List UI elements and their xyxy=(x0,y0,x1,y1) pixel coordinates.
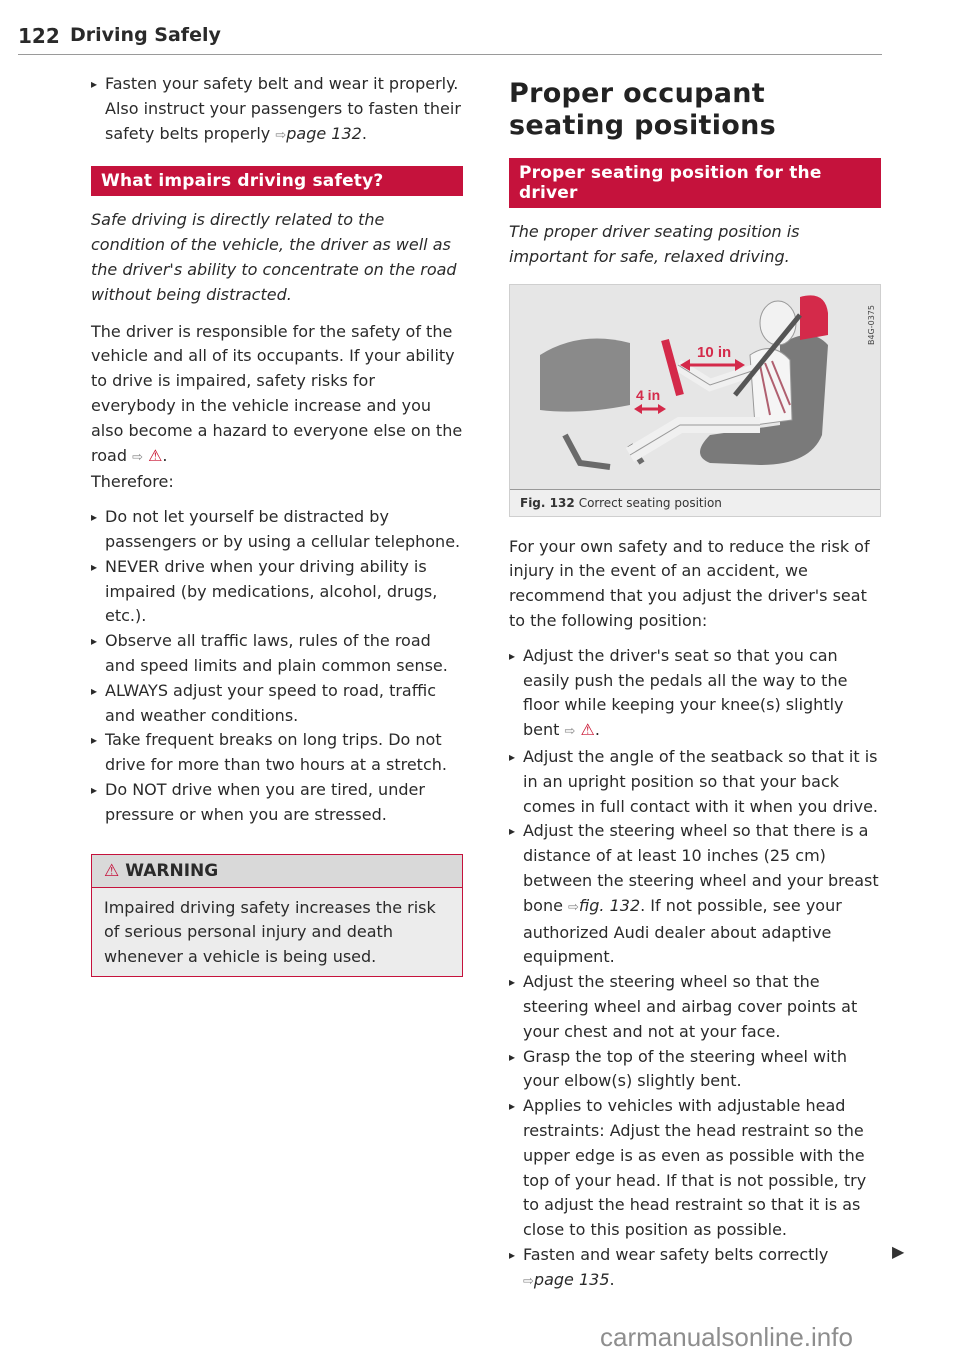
warning-icon: ⚠ xyxy=(104,860,120,881)
warning-header: ⚠ WARNING xyxy=(92,855,462,888)
figure-link[interactable]: fig. 132 xyxy=(578,895,641,915)
arrow-right-icon: ⇨ xyxy=(564,724,576,740)
page-header xyxy=(18,20,882,55)
list-item: ▸ NEVER drive when your driving ability is impaired (by medications, alcohol, drugs, etc.). xyxy=(91,555,463,629)
chapter-title: Driving Safely xyxy=(70,24,221,46)
right-column xyxy=(509,72,881,1295)
safety-list xyxy=(91,505,463,827)
figure xyxy=(509,284,881,517)
section-intro: The proper driver seating position is important for safe, relaxed driving. xyxy=(509,222,800,266)
paragraph: For your own safety and to reduce the risk of injury in the event of an accident, we recommend that you adjust the driver's seat to the following position: xyxy=(509,536,870,630)
page-link[interactable]: page 132 xyxy=(286,123,362,143)
arrow-right-icon: ⇨ xyxy=(275,127,287,143)
figure-id: B4G-0375 xyxy=(867,304,876,345)
list-item: ▸ Applies to vehicles with adjustable head restraints: Adjust the head restraint so the upper edge is as even as possible with the top of your head. If that is not possible, try to adjust the head restraint so that it is as close to this position as possible. xyxy=(509,1094,881,1243)
section-title: What impairs driving safety? xyxy=(91,166,463,196)
seating-diagram xyxy=(510,285,880,489)
intro-list xyxy=(91,72,463,148)
section-intro: Safe driving is directly related to the condition of the vehicle, the driver as well as the driver's ability to concentrate on the road without being distracted. xyxy=(91,210,457,304)
warning-icon[interactable]: ⚠ xyxy=(580,720,595,740)
label-10in: 10 in xyxy=(697,343,732,361)
page-link[interactable]: page 135 xyxy=(533,1269,610,1289)
warning-box xyxy=(91,854,463,977)
list-item: ▸ Adjust the driver's seat so that you can easily push the pedals all the way to the floor while keeping your knee(s) slightly bent ⇨ ⚠. xyxy=(509,644,881,745)
left-column xyxy=(91,72,463,977)
list-item: ▸ Fasten and wear safety belts correctly ⇨page 135. xyxy=(509,1243,881,1295)
list-item: ▸ Adjust the steering wheel so that the steering wheel and airbag cover points at your chest and not at your face. xyxy=(509,970,881,1044)
page-heading: Proper occupant seating positions xyxy=(509,78,777,141)
list-item: ▸ Adjust the steering wheel so that there is a distance of at least 10 inches (25 cm) between the steering wheel and your breast bone ⇨fig. 132. If not possible, see your authorized Audi dealer about adaptive equipment. xyxy=(509,819,881,970)
arrow-right-icon: ⇨ xyxy=(568,899,579,915)
warning-body: Impaired driving safety increases the risk of serious personal injury and death whenever a vehicle is being used. xyxy=(92,888,462,976)
list-item: ▸ Grasp the top of the steering wheel with your elbow(s) slightly bent. xyxy=(509,1045,881,1095)
continue-arrow-icon: ▶ xyxy=(892,1242,905,1261)
list-item: ▸ Adjust the angle of the seatback so that it is in an upright position so that your back comes in full contact with it when you drive. xyxy=(509,745,881,819)
watermark: carmanualsonline.info xyxy=(600,1322,853,1352)
adjustment-list xyxy=(509,644,881,1295)
arrow-right-icon: ⇨ xyxy=(132,449,143,465)
list-item: ▸ Fasten your safety belt and wear it properly. Also instruct your passengers to fasten their safety belts properly ⇨page 132. xyxy=(91,72,463,148)
list-item: ▸ Observe all traffic laws, rules of the road and speed limits and plain common sense. xyxy=(91,629,463,679)
page-number: 122 xyxy=(18,24,60,48)
list-item: ▸ ALWAYS adjust your speed to road, traffic and weather conditions. xyxy=(91,679,463,729)
therefore-text: Therefore: xyxy=(91,472,174,492)
label-4in: 4 in xyxy=(636,386,661,403)
list-item: ▸ Do not let yourself be distracted by passengers or by using a cellular telephone. xyxy=(91,505,463,555)
section-title: Proper seating position for the driver xyxy=(509,158,881,208)
arrow-right-icon: ⇨ xyxy=(523,1273,534,1289)
list-item: ▸ Take frequent breaks on long trips. Do not drive for more than two hours at a stretch. xyxy=(91,728,463,778)
paragraph: The driver is responsible for the safety of the vehicle and all of its occupants. If your ability to drive is impaired, safety risks for everybody in the vehicle increase and you also become a hazard to everyone else on the road ⇨ ⚠. xyxy=(91,321,463,465)
seating-illustration xyxy=(510,285,880,490)
list-item: ▸ Do NOT drive when you are tired, under pressure or when you are stressed. xyxy=(91,778,463,828)
figure-caption: Fig. 132 Correct seating position xyxy=(520,495,722,510)
warning-icon[interactable]: ⚠ xyxy=(148,445,163,465)
